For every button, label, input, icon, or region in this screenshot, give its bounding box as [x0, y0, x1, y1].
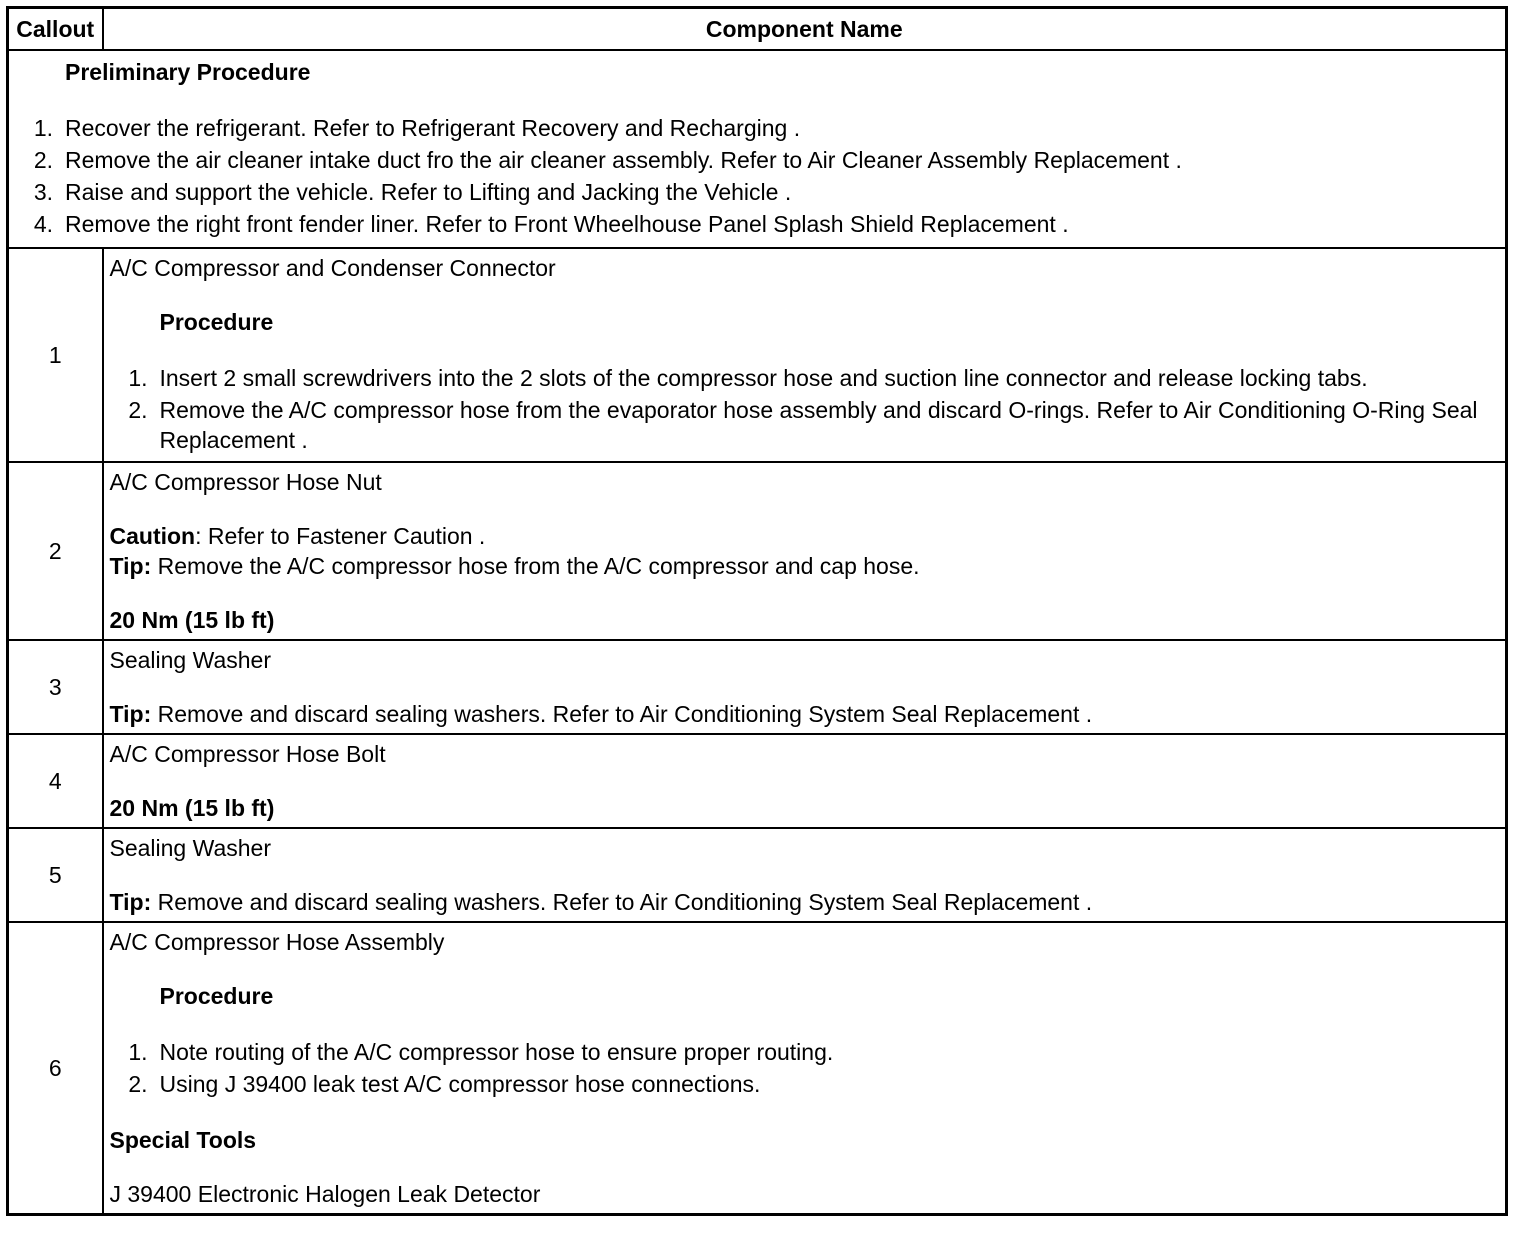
table-row	[8, 640, 1507, 734]
callout-number: 5	[8, 828, 103, 922]
component-name: Sealing Washer	[109, 835, 272, 861]
special-tool-item: J 39400 Electronic Halogen Leak Detector	[109, 1181, 541, 1207]
caution-label: Caution	[109, 523, 196, 549]
component-cell	[103, 828, 1507, 922]
special-tools-title: Special Tools	[109, 1127, 257, 1153]
procedure-steps	[110, 363, 1500, 455]
component-cell	[103, 248, 1507, 462]
tip-text: Remove and discard sealing washers. Refer to Air Conditioning System Seal Replacement .	[151, 889, 1093, 915]
list-item: Remove the A/C compressor hose from the evaporator hose assembly and discard O-rings. Refer to Air Conditioning O-Ring Seal Replacement .	[159, 397, 1478, 453]
callout-number: 6	[8, 922, 103, 1215]
preliminary-title: Preliminary Procedure	[65, 59, 311, 85]
component-name: A/C Compressor Hose Assembly	[109, 929, 445, 955]
preliminary-row	[8, 50, 1507, 248]
callout-number: 4	[8, 734, 103, 828]
tip-line	[110, 887, 1500, 917]
tip-label: Tip:	[109, 701, 152, 727]
header-row	[8, 8, 1507, 51]
list-item: Remove the air cleaner intake duct fro the air cleaner assembly. Refer to Air Cleaner Assembly Replacement .	[65, 147, 1182, 173]
callout-number: 1	[8, 248, 103, 462]
header-callout: Callout	[8, 8, 103, 51]
component-cell	[103, 462, 1507, 640]
table-row	[8, 248, 1507, 462]
caution-line	[110, 521, 1500, 551]
procedure-title: Procedure	[159, 309, 274, 335]
table-row	[8, 462, 1507, 640]
preliminary-steps	[19, 113, 1499, 239]
tip-text: Remove and discard sealing washers. Refer to Air Conditioning System Seal Replacement .	[151, 701, 1093, 727]
procedure-title: Procedure	[159, 983, 274, 1009]
component-name: Sealing Washer	[109, 647, 272, 673]
preliminary-cell	[8, 50, 1507, 248]
caution-text: : Refer to Fastener Caution .	[195, 523, 486, 549]
component-cell	[103, 922, 1507, 1215]
component-table	[6, 6, 1508, 1216]
list-item: Note routing of the A/C compressor hose to ensure proper routing.	[159, 1039, 834, 1065]
torque-spec: 20 Nm (15 lb ft)	[109, 795, 275, 821]
header-component-name: Component Name	[103, 8, 1507, 51]
table-row	[8, 734, 1507, 828]
component-cell	[103, 734, 1507, 828]
table-row	[8, 922, 1507, 1215]
tip-line	[110, 699, 1500, 729]
procedure-steps	[110, 1037, 1500, 1099]
component-cell	[103, 640, 1507, 734]
torque-spec: 20 Nm (15 lb ft)	[109, 607, 275, 633]
callout-number: 3	[8, 640, 103, 734]
tip-label: Tip:	[109, 889, 152, 915]
list-item: Insert 2 small screwdrivers into the 2 slots of the compressor hose and suction line connector and release locking tabs.	[159, 365, 1368, 391]
component-name: A/C Compressor Hose Nut	[109, 469, 382, 495]
list-item: Remove the right front fender liner. Refer to Front Wheelhouse Panel Splash Shield Replacement .	[65, 211, 1069, 237]
list-item: Raise and support the vehicle. Refer to Lifting and Jacking the Vehicle .	[65, 179, 792, 205]
callout-number: 2	[8, 462, 103, 640]
tip-line	[110, 551, 1500, 581]
tip-text: Remove the A/C compressor hose from the A/C compressor and cap hose.	[151, 553, 920, 579]
component-name: A/C Compressor Hose Bolt	[109, 741, 386, 767]
table-row	[8, 828, 1507, 922]
tip-label: Tip:	[109, 553, 152, 579]
list-item: Recover the refrigerant. Refer to Refrigerant Recovery and Recharging .	[65, 115, 801, 141]
component-name: A/C Compressor and Condenser Connector	[109, 255, 556, 281]
list-item: Using J 39400 leak test A/C compressor hose connections.	[159, 1071, 761, 1097]
